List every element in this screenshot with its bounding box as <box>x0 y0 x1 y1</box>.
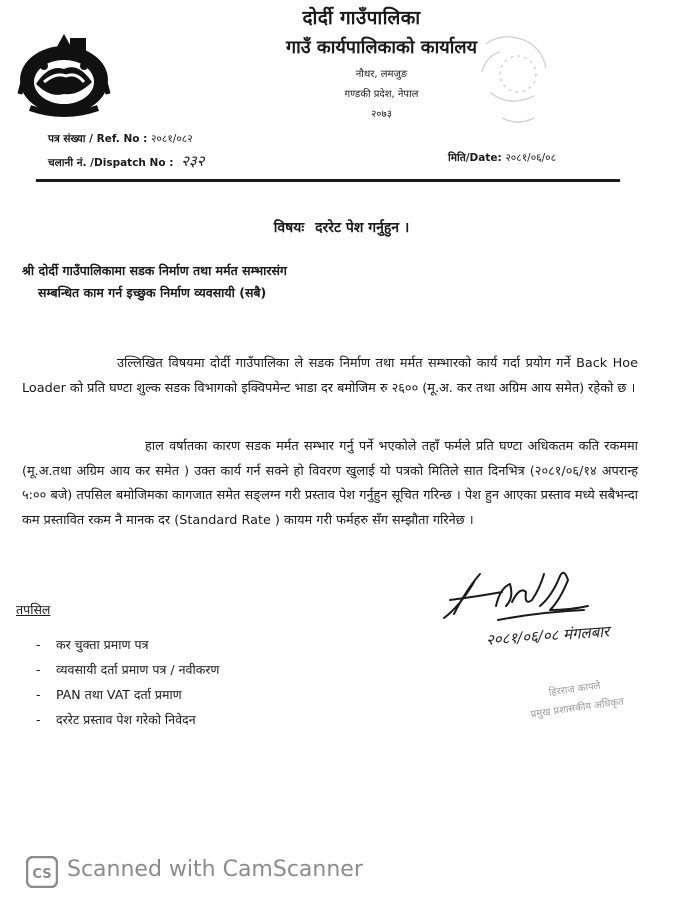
list-item-text: कर चुक्ता प्रमाण पत्र <box>56 637 149 652</box>
required-documents-list <box>36 632 219 732</box>
address-line: नौथर, लमजुङ <box>355 69 408 80</box>
dispatch-label: चलानी नं. /Dispatch No : <box>48 157 174 169</box>
camscanner-logo-text: CS <box>32 867 52 882</box>
signature-date: २०८१/०६/०८ मंगलबार <box>485 622 610 649</box>
reference-value: २०८१/०८२ <box>150 133 193 145</box>
dispatch-number <box>48 151 204 171</box>
date-label: मिति/Date: <box>448 152 502 164</box>
faded-seal-icon <box>472 22 558 130</box>
office-name: गाउँ कार्यपालिकाको कार्यालय <box>285 37 478 58</box>
letter-date <box>448 151 556 165</box>
scanner-watermark: Scanned with CamScanner <box>67 857 363 882</box>
header-divider <box>36 179 620 182</box>
tapasil-heading: तपसिल <box>16 602 51 617</box>
established-year: २०७३ <box>371 109 392 120</box>
body-paragraph: हाल वर्षातका कारण सडक मर्मत सम्भार गर्नु पर्ने भएकोले तहाँ फर्मले प्रति घण्टा अधिकतम कति रकममा (मू.अ.तथा अग्रिम आय कर समेत ) उक्त कार्य गर्न सक्ने हो विवरण खुलाई यो पत्रको मितिले सात दिनभित्र (२०८१/०६/१४ अपरान्ह ५:०० बजे) तपसिल बमोजिमका कागजात समेत सङ्लग्न गरी प्रस्ताव पेश गर्नुहुन सूचित गरिन्छ । पेश हुन आएका प्रस्ताव मध्ये सबैभन्दा कम प्रस्तावित रकम नै मानक दर (Standard Rate ) कायम गरी फर्महरु सँग सम्झौता गरिनेछ । <box>22 439 638 528</box>
list-item: - PAN तथा VAT दर्ता प्रमाण <box>36 687 182 702</box>
address-line: गण्डकी प्रदेश, नेपाल <box>344 89 419 100</box>
organization-name: दोर्दी गाउँपालिका <box>302 7 421 29</box>
subject-label: विषयः <box>273 220 305 236</box>
list-item: - दररेट प्रस्ताव पेश गरेको निवेदन <box>36 712 196 727</box>
addressee-line: श्री दोर्दी गाउँपालिकामा सडक निर्माण तथा मर्मत सम्भारसंग <box>22 263 287 278</box>
dispatch-value: २३२ <box>181 152 205 170</box>
subject-line <box>0 218 683 237</box>
officer-name: हिरराज कापले <box>548 680 602 699</box>
date-value: २०८१/०६/०८ <box>505 152 557 164</box>
list-item: - व्यवसायी दर्ता प्रमाण पत्र / नवीकरण <box>36 662 220 677</box>
subject-value: दररेट पेश गर्नुहुन । <box>315 220 410 236</box>
list-item: - कर चुक्ता प्रमाण पत्र <box>36 637 149 652</box>
list-item-text: व्यवसायी दर्ता प्रमाण पत्र / नवीकरण <box>56 662 220 677</box>
list-item-text: PAN तथा VAT दर्ता प्रमाण <box>56 687 182 702</box>
reference-number <box>48 132 193 146</box>
list-item-text: दररेट प्रस्ताव पेश गरेको निवेदन <box>56 712 196 727</box>
officer-title: प्रमुख प्रशासकीय अधिकृत <box>530 696 625 721</box>
reference-label: पत्र संख्या / Ref. No : <box>48 133 148 145</box>
body-paragraph: उल्लिखित विषयमा दोर्दी गाउँपालिका ले सडक निर्माण तथा मर्मत सम्भारको कार्य गर्दा प्रयोग गर्ने Back Hoe Loader को प्रति घण्टा शुल्क सडक विभागको इक्विपमेन्ट भाडा दर बमोजिम रु २६०० (मू.अ. कर तथा अग्रिम आय समेत) रहेको छ । <box>22 356 638 396</box>
addressee-line: सम्बन्धित काम गर्न इच्छुक निर्माण व्यवसायी (सबै) <box>38 285 267 300</box>
camscanner-logo-icon <box>26 856 58 888</box>
